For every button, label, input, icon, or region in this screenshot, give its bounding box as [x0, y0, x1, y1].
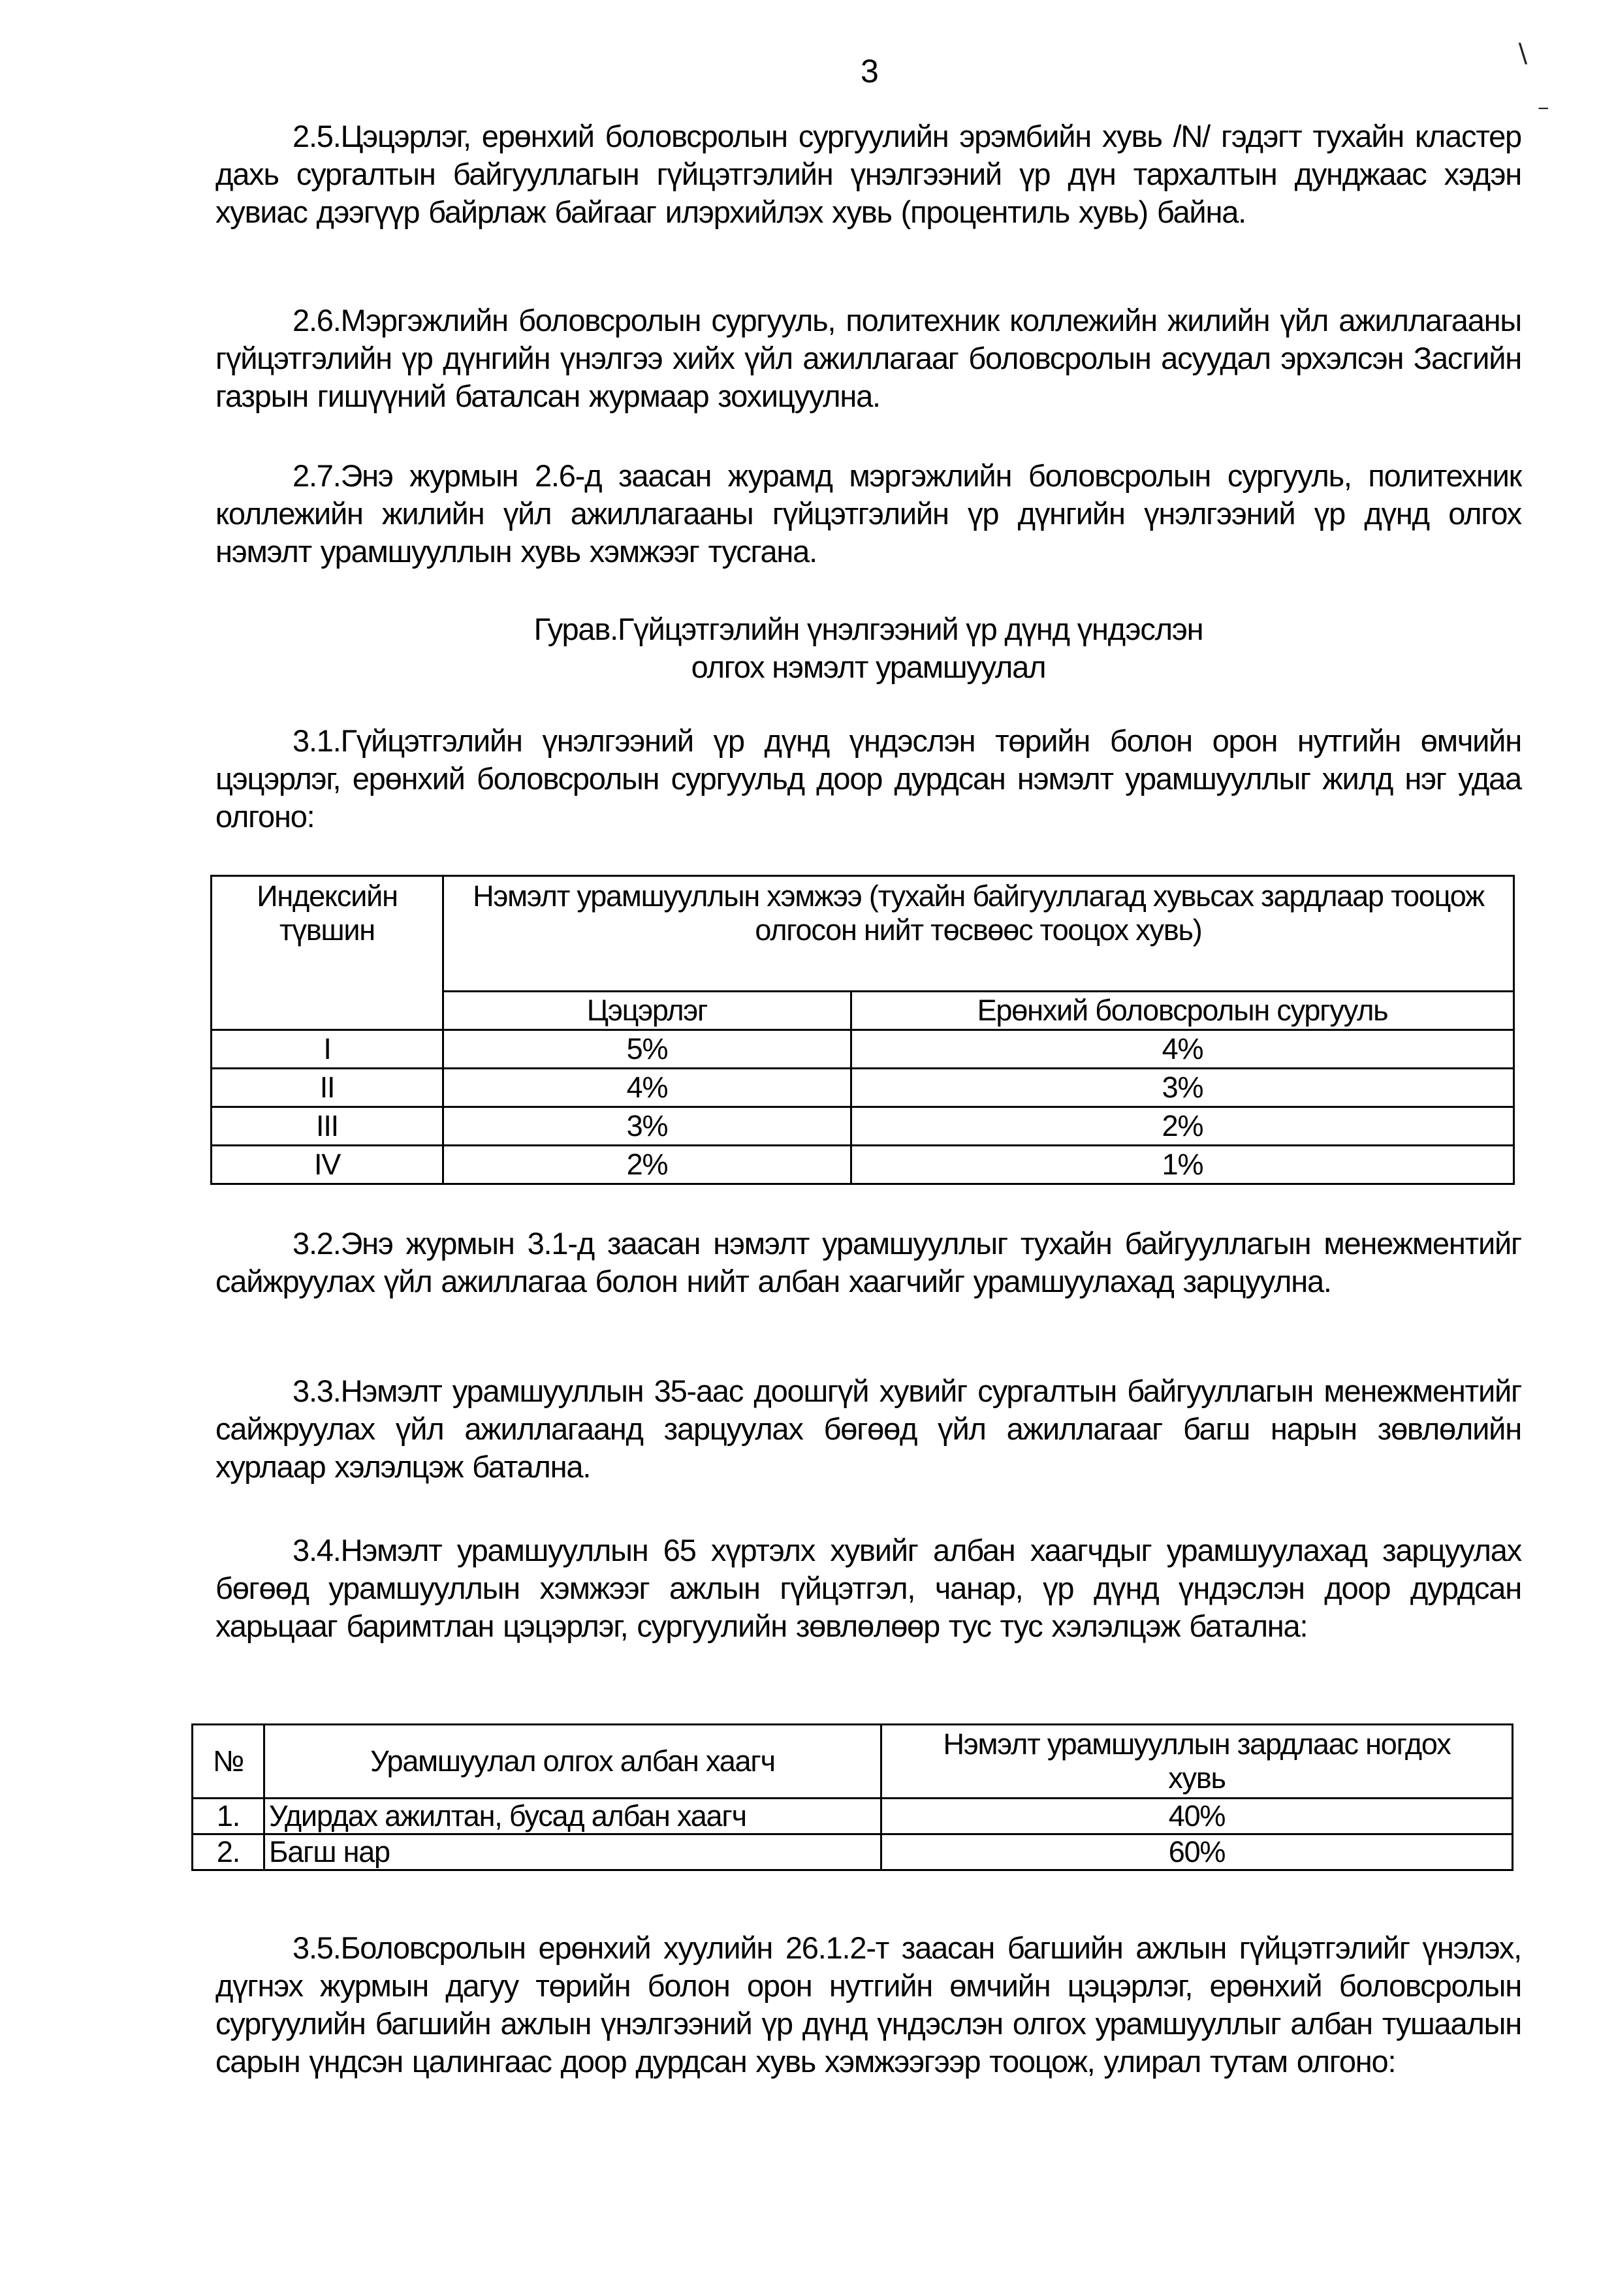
paragraph-2-6	[215, 302, 1521, 415]
table-row	[212, 1030, 1514, 1069]
header-share: Нэмэлт урамшууллын зардлаас ногдох хувь	[881, 1725, 1513, 1799]
cell-level: III	[212, 1107, 443, 1146]
cell-school: 2%	[851, 1107, 1514, 1146]
page-number: 3	[861, 53, 879, 89]
paragraph-text: 3.2.Энэ журмын 3.1-д заасан нэмэлт урамшууллыг тухайн байгууллагын менежментийг сайжруулах үйл ажиллагаа болон нийт албан хаагчийг урамшуулахад зарцуулна.	[215, 1226, 1521, 1298]
paragraph-3-4	[215, 1532, 1521, 1645]
cell-kindergarten: 3%	[443, 1107, 851, 1146]
table-row	[193, 1799, 1513, 1834]
paragraph-text: 3.5.Боловсролын ерөнхий хуулийн 26.1.2-т заасан багшийн ажлын гүйцэтгэлийг үнэлэх, дүгнэх журмын дагуу төрийн болон орон нутгийн өмчийн цэцэрлэг, ерөнхий боловсролын сургуулийн багшийн ажлын үнэлгээний үр дүнд үндэслэн олгох урамшууллыг албан тушаалын сарын үндсэн цалингаас доор дурдсан хувь хэмжээгээр тооцож, улирал тутам олгоно:	[215, 1930, 1521, 2079]
cell-school: 3%	[851, 1069, 1514, 1107]
table-row	[212, 1069, 1514, 1107]
table-row	[212, 1107, 1514, 1146]
paragraph-2-7	[215, 457, 1521, 571]
cell-level: II	[212, 1069, 443, 1107]
cell-share: 40%	[881, 1799, 1513, 1834]
header-recipient: Урамшуулал олгох албан хаагч	[264, 1725, 881, 1799]
cell-number: 2.	[193, 1834, 264, 1870]
scan-artifact-mark: ∖	[1513, 40, 1530, 69]
paragraph-text: 2.7.Энэ журмын 2.6-д заасан журамд мэргэжлийн боловсролын сургууль, политехник коллежийн жилийн үйл ажиллагааны гүйцэтгэлийн үр дүнгийн үнэлгээний үр дүнд олгох нэмэлт урамшууллын хувь хэмжээг тусгана.	[215, 458, 1521, 569]
paragraph-3-5	[215, 1929, 1521, 2081]
header-school: Ерөнхий боловсролын сургууль	[851, 992, 1514, 1030]
section-heading-line2: олгох нэмэлт урамшуулал	[691, 650, 1046, 684]
section-heading	[215, 610, 1521, 686]
paragraph-text: 3.4.Нэмэлт урамшууллын 65 хүртэлх хувийг албан хаагчдыг урамшуулахад зарцуулах бөгөөд урамшууллын хэмжээг ажлын гүйцэтгэл, чанар, үр дүнд үндэслэн доор дурдсан харьцааг баримтлан цэцэрлэг, сургуулийн зөвлөлөөр тус тус хэлэлцэж батална:	[215, 1533, 1521, 1643]
cell-kindergarten: 2%	[443, 1146, 851, 1184]
cell-number: 1.	[193, 1799, 264, 1834]
cell-kindergarten: 5%	[443, 1030, 851, 1069]
table-row	[193, 1834, 1513, 1870]
paragraph-3-1	[215, 722, 1521, 836]
header-amount: Нэмэлт урамшууллын хэмжээ (тухайн байгууллагад хувьсах зардлаар тооцож олгосон нийт төсвөөс тооцох хувь)	[443, 876, 1514, 992]
header-number: №	[193, 1725, 264, 1799]
scan-artifact-mark: −	[1538, 98, 1549, 119]
cell-recipient: Багш нар	[264, 1834, 881, 1870]
paragraph-3-3	[215, 1372, 1521, 1486]
cell-share: 60%	[881, 1834, 1513, 1870]
paragraph-text: 3.1.Гүйцэтгэлийн үнэлгээний үр дүнд үндэслэн төрийн болон орон нутгийн өмчийн цэцэрлэг, ерөнхий боловсролын сургуульд доор дурдсан нэмэлт урамшууллыг жилд нэг удаа олгоно:	[215, 723, 1521, 834]
cell-school: 4%	[851, 1030, 1514, 1069]
table-header-row	[193, 1725, 1513, 1799]
paragraph-3-2	[215, 1225, 1521, 1300]
paragraph-2-5	[215, 118, 1521, 231]
paragraph-text: 2.6.Мэргэжлийн боловсролын сургууль, политехник коллежийн жилийн үйл ажиллагааны гүйцэтгэлийн үр дүнгийн үнэлгээ хийх үйл ажиллагааг боловсролын асуудал эрхэлсэн Засгийн газрын гишүүний баталсан журмаар зохицуулна.	[215, 303, 1521, 413]
cell-kindergarten: 4%	[443, 1069, 851, 1107]
staff-share-table	[191, 1723, 1513, 1871]
table-header-row	[212, 876, 1514, 992]
section-heading-line1: Гурав.Гүйцэтгэлийн үнэлгээний үр дүнд үндэслэн	[533, 612, 1203, 646]
cell-school: 1%	[851, 1146, 1514, 1184]
header-kindergarten: Цэцэрлэг	[443, 992, 851, 1030]
cell-level: IV	[212, 1146, 443, 1184]
paragraph-text: 2.5.Цэцэрлэг, ерөнхий боловсролын сургуулийн эрэмбийн хувь /N/ гэдэгт тухайн кластер дахь сургалтын байгууллагын гүйцэтгэлийн үнэлгээний үр дүн тархалтын дунджаас хэдэн хувиас дээгүүр байрлаж байгааг илэрхийлэх хувь (процентиль хувь) байна.	[215, 119, 1521, 229]
incentive-rate-table	[210, 875, 1515, 1185]
cell-recipient: Удирдах ажилтан, бусад албан хаагч	[264, 1799, 881, 1834]
paragraph-text: 3.3.Нэмэлт урамшууллын 35-аас доошгүй хувийг сургалтын байгууллагын менежментийг сайжруулах үйл ажиллагаанд зарцуулах бөгөөд үйл ажиллагааг багш нарын зөвлөлийн хурлаар хэлэлцэж батална.	[215, 1374, 1521, 1484]
header-index-level: Индексийн түвшин	[212, 876, 443, 1030]
cell-level: I	[212, 1030, 443, 1069]
table-row	[212, 1146, 1514, 1184]
